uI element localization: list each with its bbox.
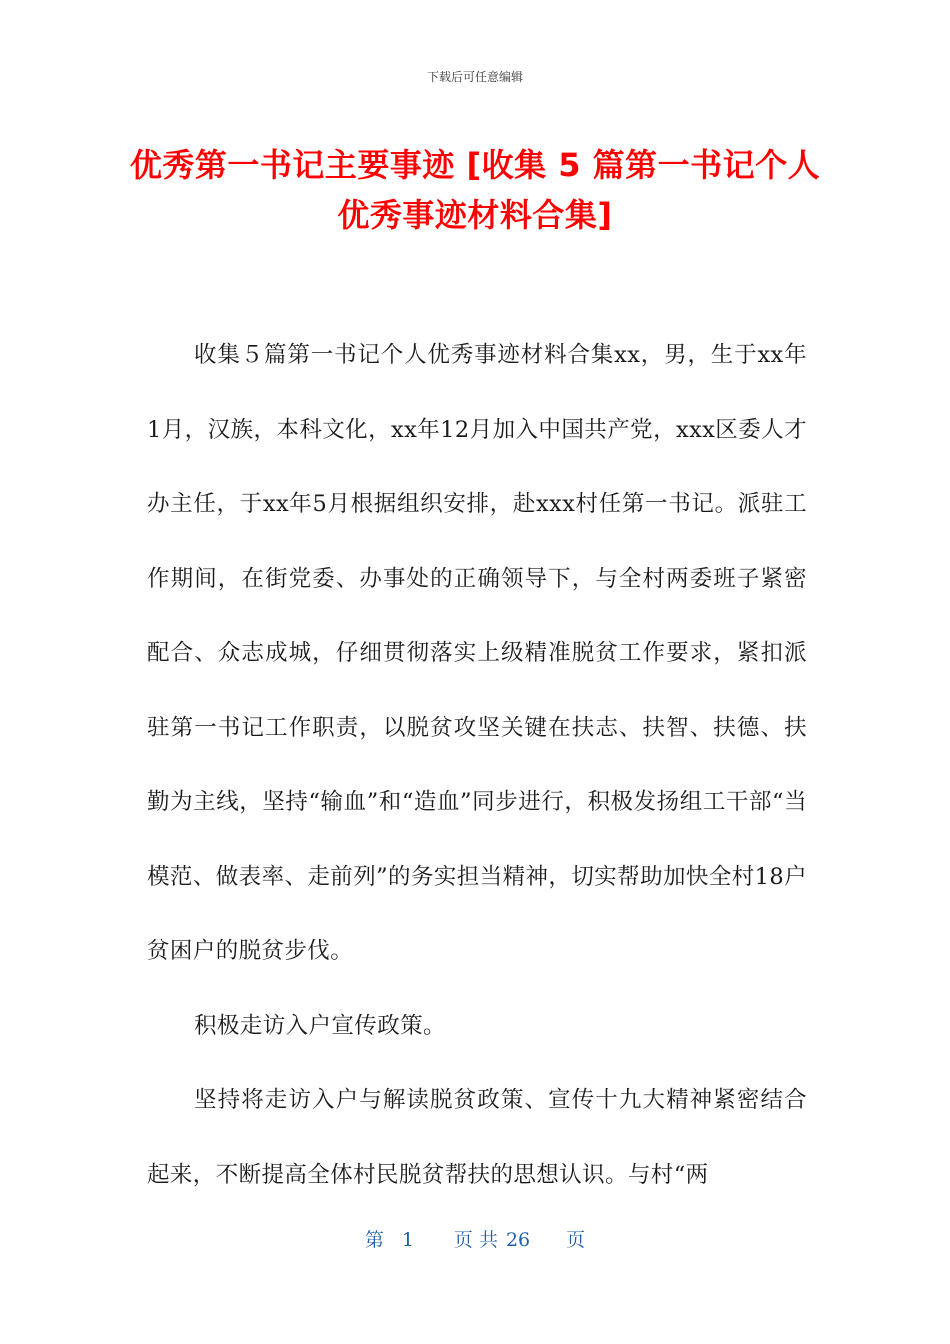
- page-mid-text: 页 共: [453, 1229, 498, 1251]
- page-footer: [0, 1225, 950, 1252]
- header-note: 下载后可任意编辑: [426, 70, 523, 84]
- paragraph: 收集５篇第一书记个人优秀事迹材料合集xx，男，生于xx年1月，汉族，本科文化，xx年12月加入中国共产党，xxx区委人才办主任，于xx年5月根据组织安排，赴xxx村任第一书记。派驻工作期间，在街党委、办事处的正确领导下，与全村两委班子紧密配合、众志成城，仔细贯彻落实上级精准脱贫工作要求，紧扣派驻第一书记工作职责，以脱贫攻坚关键在扶志、扶智、扶德、扶勤为主线，坚持“输血”和“造血”同步进行，积极发扬组工干部“当模范、做表率、走前列”的务实担当精神，切实帮助加快全村18户贫困户的脱贫步伐。: [147, 342, 807, 964]
- paragraph: 坚持将走访入户与解读脱贫政策、宣传十九大精神紧密结合起来，不断提高全体村民脱贫帮扶的思想认识。与村“两: [147, 1087, 807, 1188]
- page-prefix: 第: [364, 1229, 384, 1251]
- document-title: 优秀第一书记主要事迹 [收集 5 篇第一书记个人优秀事迹材料合集]: [129, 146, 821, 234]
- paragraph: 积极走访入户宣传政策。: [194, 1012, 446, 1039]
- current-page-number: 1: [401, 1229, 414, 1251]
- document-body: [147, 318, 807, 1212]
- page-suffix: 页: [566, 1229, 586, 1251]
- total-pages-number: 26: [505, 1229, 531, 1251]
